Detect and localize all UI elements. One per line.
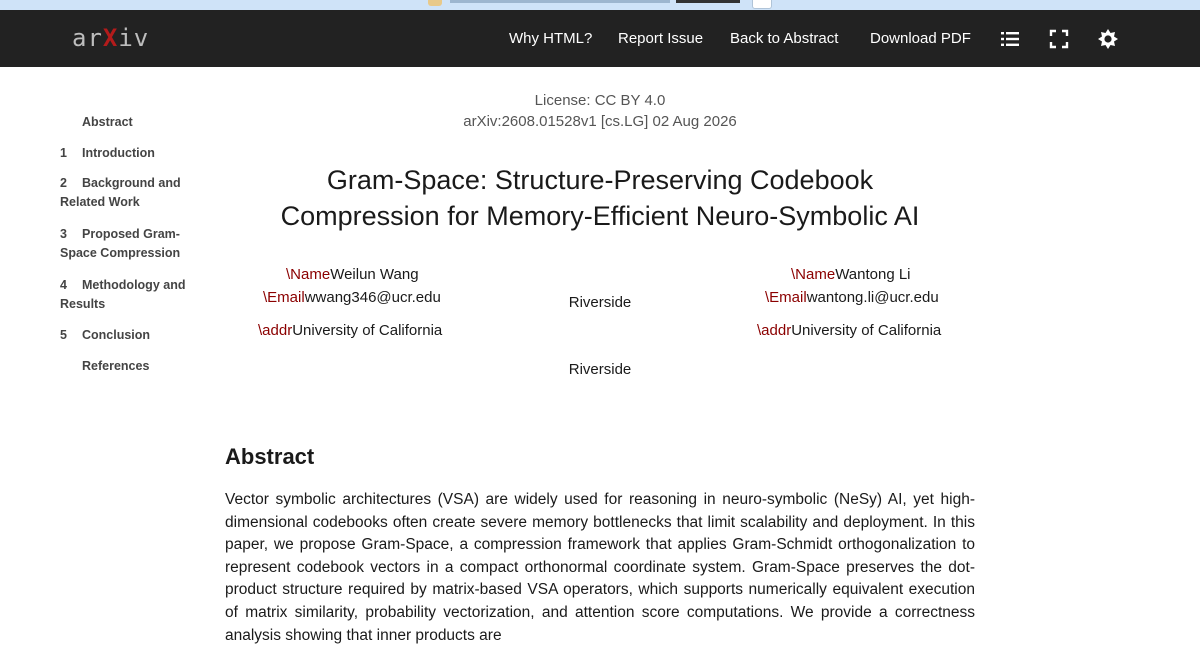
author-1-email: \Emailwwang346@ucr.edu (263, 289, 441, 306)
banner-link[interactable] (676, 0, 740, 3)
author-1-address: \addrUniversity of California (258, 322, 443, 339)
toc-item-methodology[interactable]: 4 Methodology and Results (60, 278, 186, 311)
top-navbar (0, 10, 1200, 67)
report-issue-link[interactable]: Report Issue (618, 30, 704, 47)
toc-item-abstract[interactable]: Abstract (82, 115, 133, 129)
banner-text (450, 0, 670, 3)
abstract-heading: Abstract (225, 444, 315, 469)
theme-toggle-icon[interactable] (1097, 28, 1119, 50)
abstract-text: Vector symbolic architectures (VSA) are widely used for reasoning in neuro-symbolic (NeSy) AI, yet high-dimensional codebooks often create severe memory bottlenecks that limit scalability and deployment. In this paper, we propose Gram-Space, a compression framework that applies Gram-Schmidt orthogonalization to represent codebook vectors in a compact orthonormal coordinate system. Gram-Space preserves the dot-product structure required by matrix-based VSA operators, which supports numerically equivalent execution of matrix similarity, probability vectorization, and attention score computations. We provide a correctness analysis showing that inner products are (225, 491, 975, 644)
toc-list-icon[interactable] (999, 28, 1021, 50)
arxiv-id-text: arXiv:2608.01528v1 [cs.LG] 02 Aug 2026 (463, 113, 737, 130)
toc-item-conclusion[interactable]: 5 Conclusion (60, 328, 151, 342)
announcement-banner (0, 0, 1200, 10)
toc-item-background[interactable]: 2 Background and Related Work (60, 176, 181, 209)
author-1-location: Riverside (568, 294, 632, 311)
arxiv-logo[interactable]: arXiv (72, 24, 150, 52)
banner-close-button[interactable] (752, 0, 772, 9)
download-pdf-link[interactable]: Download PDF (870, 30, 971, 47)
author-2-name: \NameWantong Li (791, 266, 911, 283)
why-html-link[interactable]: Why HTML? (509, 30, 593, 47)
toc-item-references[interactable]: References (82, 359, 150, 373)
banner-icon (428, 0, 442, 6)
author-2-email: \Emailwantong.li@ucr.edu (765, 289, 939, 306)
license-text: License: CC BY 4.0 (534, 92, 666, 109)
author-1-name: \NameWeilun Wang (286, 266, 419, 283)
back-to-abstract-link[interactable]: Back to Abstract (730, 30, 839, 47)
author-2-location: Riverside (568, 361, 632, 378)
toc-item-introduction[interactable]: 1 Introduction (60, 146, 155, 160)
author-2-address: \addrUniversity of California (757, 322, 942, 339)
fullscreen-icon[interactable] (1048, 28, 1070, 50)
paper-title: Gram-Space: Structure-Preserving Codebook Compression for Memory-Efficient Neuro-Symbolic AI (280, 165, 920, 231)
toc-item-proposed[interactable]: 3 Proposed Gram-Space Compression (60, 227, 181, 260)
